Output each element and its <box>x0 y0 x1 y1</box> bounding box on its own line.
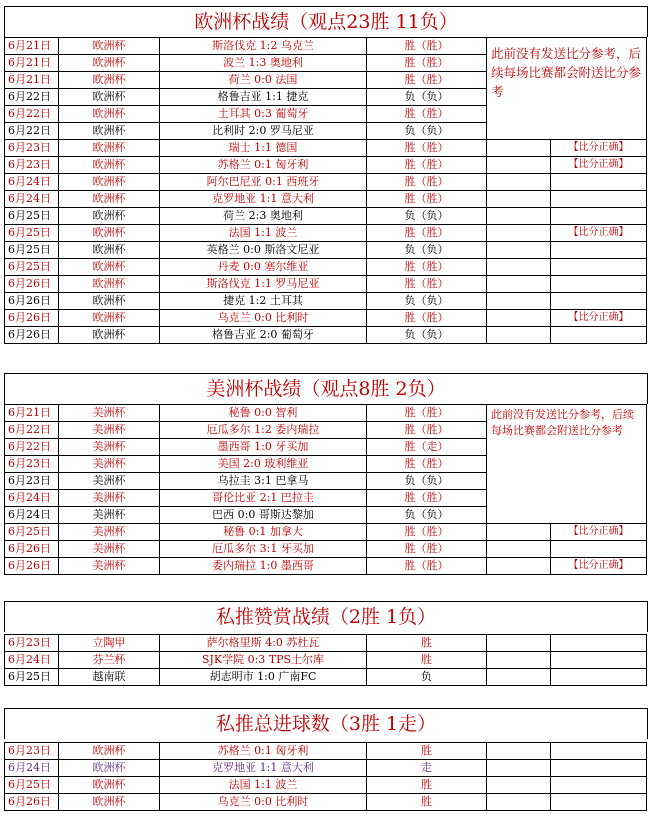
row-match: 格鲁吉亚 2:0 葡萄牙 <box>160 327 367 344</box>
row-tag: 【比分正确】 <box>551 524 647 541</box>
row-league: 欧洲杯 <box>59 191 160 208</box>
row-date: 6月24日 <box>5 507 59 524</box>
row-tag <box>551 174 647 191</box>
row-date: 6月23日 <box>5 157 59 174</box>
row-league: 欧洲杯 <box>59 242 160 259</box>
row-match: 美国 2:0 玻利维亚 <box>160 456 367 473</box>
row-empty <box>487 276 551 293</box>
row-result: 胜（胜） <box>367 541 487 558</box>
row-date: 6月26日 <box>5 558 59 575</box>
row-match: 苏格兰 0:1 匈牙利 <box>160 157 367 174</box>
row-date: 6月26日 <box>5 276 59 293</box>
row-date: 6月22日 <box>5 123 59 140</box>
row-result: 胜（胜） <box>367 55 487 72</box>
row-result: 胜（胜） <box>367 456 487 473</box>
row-date: 6月26日 <box>5 794 59 811</box>
row-date: 6月25日 <box>5 225 59 242</box>
table-row <box>5 743 647 760</box>
row-league: 欧洲杯 <box>59 38 160 55</box>
row-result: 胜（胜） <box>367 490 487 507</box>
private-goals-table <box>4 742 647 811</box>
row-empty <box>487 777 551 794</box>
row-date: 6月24日 <box>5 490 59 507</box>
row-tag: 【比分正确】 <box>551 310 647 327</box>
row-match: 格鲁吉亚 1:1 捷克 <box>160 89 367 106</box>
row-league: 欧洲杯 <box>59 327 160 344</box>
america-table <box>4 404 647 575</box>
row-match: 胡志明市 1:0 广南FC <box>160 669 367 686</box>
row-league: 立陶甲 <box>59 635 160 652</box>
table-row <box>5 191 647 208</box>
row-league: 美洲杯 <box>59 422 160 439</box>
row-match: 萨尔格里斯 4:0 苏杜瓦 <box>160 635 367 652</box>
row-date: 6月21日 <box>5 405 59 422</box>
row-result: 负（负） <box>367 208 487 225</box>
row-tag <box>551 327 647 344</box>
row-date: 6月21日 <box>5 55 59 72</box>
row-league: 欧洲杯 <box>59 310 160 327</box>
table-row <box>5 794 647 811</box>
row-match: 乌拉圭 3:1 巴拿马 <box>160 473 367 490</box>
row-result: 胜 <box>367 635 487 652</box>
row-league: 欧洲杯 <box>59 72 160 89</box>
euro-table <box>4 37 647 344</box>
table-row <box>5 242 647 259</box>
row-result: 胜（胜） <box>367 191 487 208</box>
row-league: 美洲杯 <box>59 405 160 422</box>
row-tag: 【比分正确】 <box>551 558 647 575</box>
row-date: 6月23日 <box>5 743 59 760</box>
row-date: 6月25日 <box>5 242 59 259</box>
row-result: 负（负） <box>367 89 487 106</box>
row-date: 6月26日 <box>5 310 59 327</box>
row-result: 胜 <box>367 777 487 794</box>
row-result: 负（负） <box>367 242 487 259</box>
row-empty <box>487 635 551 652</box>
row-empty <box>487 310 551 327</box>
row-match: 哥伦比亚 2:1 巴拉圭 <box>160 490 367 507</box>
row-date: 6月24日 <box>5 174 59 191</box>
row-league: 欧洲杯 <box>59 276 160 293</box>
row-result: 负（负） <box>367 473 487 490</box>
row-date: 6月26日 <box>5 541 59 558</box>
table-row <box>5 635 647 652</box>
row-league: 美洲杯 <box>59 524 160 541</box>
row-league: 美洲杯 <box>59 490 160 507</box>
table-row <box>5 208 647 225</box>
row-result: 胜（胜） <box>367 225 487 242</box>
row-result: 胜（胜） <box>367 524 487 541</box>
row-match: 巴西 0:0 哥斯达黎加 <box>160 507 367 524</box>
row-match: 斯洛伐克 1:1 罗马尼亚 <box>160 276 367 293</box>
table-row <box>5 225 647 242</box>
america-note: 此前没有发送比分参考，后续每场比赛都会附送比分参考 <box>487 405 647 524</box>
row-result: 胜（胜） <box>367 174 487 191</box>
row-match: 波兰 1:3 奥地利 <box>160 55 367 72</box>
row-empty <box>551 669 647 686</box>
row-empty <box>487 743 551 760</box>
row-match: 丹麦 0:0 塞尔维亚 <box>160 259 367 276</box>
row-result: 胜（胜） <box>367 405 487 422</box>
row-tag <box>551 293 647 310</box>
row-empty <box>487 140 551 157</box>
row-date: 6月21日 <box>5 72 59 89</box>
table-row <box>5 669 647 686</box>
table-row <box>5 541 647 558</box>
row-result: 负（负） <box>367 327 487 344</box>
row-match: 克罗地亚 1:1 意大利 <box>160 191 367 208</box>
row-match: 厄瓜多尔 3:1 牙买加 <box>160 541 367 558</box>
row-match: 委内瑞拉 1:0 墨西哥 <box>160 558 367 575</box>
row-empty <box>487 157 551 174</box>
row-result: 负 <box>367 669 487 686</box>
row-result: 胜（胜） <box>367 157 487 174</box>
table-row <box>5 38 647 55</box>
table-row <box>5 524 647 541</box>
row-league: 欧洲杯 <box>59 760 160 777</box>
row-date: 6月25日 <box>5 777 59 794</box>
row-tag <box>551 191 647 208</box>
row-empty <box>487 293 551 310</box>
row-tag <box>551 259 647 276</box>
row-date: 6月25日 <box>5 669 59 686</box>
row-date: 6月25日 <box>5 259 59 276</box>
row-league: 欧洲杯 <box>59 259 160 276</box>
row-match: 厄瓜多尔 1:2 委内瑞拉 <box>160 422 367 439</box>
table-row <box>5 293 647 310</box>
row-match: 土耳其 0:3 葡萄牙 <box>160 106 367 123</box>
row-empty <box>487 760 551 777</box>
america-title: 美洲杯战绩（观点8胜 2负） <box>4 373 648 404</box>
euro-title: 欧洲杯战绩（观点23胜 11负） <box>4 6 648 37</box>
table-row <box>5 310 647 327</box>
row-result: 胜（走） <box>367 439 487 456</box>
row-date: 6月22日 <box>5 439 59 456</box>
row-match: 墨西哥 1:0 牙买加 <box>160 439 367 456</box>
row-date: 6月23日 <box>5 140 59 157</box>
row-league: 美洲杯 <box>59 456 160 473</box>
table-row <box>5 259 647 276</box>
row-date: 6月22日 <box>5 89 59 106</box>
row-date: 6月24日 <box>5 652 59 669</box>
row-empty <box>487 242 551 259</box>
row-empty <box>551 652 647 669</box>
row-match: 比利时 2:0 罗马尼亚 <box>160 123 367 140</box>
row-league: 美洲杯 <box>59 541 160 558</box>
row-date: 6月24日 <box>5 191 59 208</box>
table-row <box>5 652 647 669</box>
row-league: 越南联 <box>59 669 160 686</box>
row-empty <box>487 225 551 242</box>
row-match: 乌克兰 0:0 比利时 <box>160 310 367 327</box>
row-empty <box>487 541 551 558</box>
euro-note: 此前没有发送比分参考，后续每场比赛都会附送比分参考 <box>487 38 647 140</box>
row-match: 阿尔巴尼亚 0:1 西班牙 <box>160 174 367 191</box>
row-result: 胜（胜） <box>367 259 487 276</box>
row-match: SJK学院 0:3 TPS土尔库 <box>160 652 367 669</box>
row-match: 荷兰 0:0 法国 <box>160 72 367 89</box>
row-date: 6月23日 <box>5 473 59 490</box>
row-empty <box>487 191 551 208</box>
row-tag <box>551 541 647 558</box>
row-result: 负（负） <box>367 293 487 310</box>
row-match: 荷兰 2:3 奥地利 <box>160 208 367 225</box>
row-empty <box>487 558 551 575</box>
table-row <box>5 140 647 157</box>
table-row <box>5 157 647 174</box>
row-league: 欧洲杯 <box>59 225 160 242</box>
table-row <box>5 405 647 422</box>
table-row <box>5 777 647 794</box>
private-goals-title: 私推总进球数（3胜 1走） <box>4 708 648 739</box>
row-empty <box>487 327 551 344</box>
row-date: 6月25日 <box>5 208 59 225</box>
row-league: 欧洲杯 <box>59 123 160 140</box>
row-league: 欧洲杯 <box>59 106 160 123</box>
table-row <box>5 276 647 293</box>
row-empty <box>551 635 647 652</box>
row-empty <box>487 652 551 669</box>
row-match: 斯洛伐克 1:2 乌克兰 <box>160 38 367 55</box>
row-tag: 【比分正确】 <box>551 157 647 174</box>
row-result: 胜 <box>367 794 487 811</box>
row-match: 法国 1:1 波兰 <box>160 777 367 794</box>
row-league: 美洲杯 <box>59 473 160 490</box>
row-tag: 【比分正确】 <box>551 140 647 157</box>
row-match: 捷克 1:2 土耳其 <box>160 293 367 310</box>
row-empty <box>551 760 647 777</box>
row-league: 欧洲杯 <box>59 208 160 225</box>
row-date: 6月26日 <box>5 327 59 344</box>
row-league: 欧洲杯 <box>59 743 160 760</box>
row-result: 胜（胜） <box>367 106 487 123</box>
row-empty <box>487 794 551 811</box>
private-praise-table <box>4 634 647 686</box>
row-result: 胜（胜） <box>367 140 487 157</box>
row-league: 欧洲杯 <box>59 89 160 106</box>
row-date: 6月23日 <box>5 456 59 473</box>
row-match: 法国 1:1 波兰 <box>160 225 367 242</box>
row-match: 乌克兰 0:0 比利时 <box>160 794 367 811</box>
row-league: 美洲杯 <box>59 558 160 575</box>
row-league: 欧洲杯 <box>59 293 160 310</box>
row-league: 欧洲杯 <box>59 174 160 191</box>
row-result: 胜（胜） <box>367 38 487 55</box>
row-match: 瑞士 1:1 德国 <box>160 140 367 157</box>
row-empty <box>487 669 551 686</box>
row-match: 克罗地亚 1:1 意大利 <box>160 760 367 777</box>
row-date: 6月24日 <box>5 760 59 777</box>
row-league: 芬兰杯 <box>59 652 160 669</box>
row-result: 胜 <box>367 652 487 669</box>
row-match: 秘鲁 0:0 智利 <box>160 405 367 422</box>
table-row <box>5 760 647 777</box>
row-empty <box>487 259 551 276</box>
row-result: 走 <box>367 760 487 777</box>
table-row <box>5 174 647 191</box>
row-result: 胜（胜） <box>367 276 487 293</box>
row-date: 6月23日 <box>5 635 59 652</box>
row-league: 欧洲杯 <box>59 55 160 72</box>
row-date: 6月21日 <box>5 38 59 55</box>
row-result: 胜 <box>367 743 487 760</box>
row-league: 美洲杯 <box>59 507 160 524</box>
row-tag <box>551 242 647 259</box>
row-empty <box>487 174 551 191</box>
row-result: 胜（胜） <box>367 422 487 439</box>
row-league: 欧洲杯 <box>59 157 160 174</box>
row-league: 欧洲杯 <box>59 140 160 157</box>
row-date: 6月26日 <box>5 293 59 310</box>
row-match: 秘鲁 0:1 加拿大 <box>160 524 367 541</box>
row-result: 胜（胜） <box>367 72 487 89</box>
row-league: 欧洲杯 <box>59 777 160 794</box>
private-praise-title: 私推赞赏战绩（2胜 1负） <box>4 601 648 632</box>
row-league: 欧洲杯 <box>59 794 160 811</box>
row-result: 胜（胜） <box>367 558 487 575</box>
row-empty <box>487 208 551 225</box>
table-row <box>5 558 647 575</box>
row-result: 胜（胜） <box>367 310 487 327</box>
row-result: 负（负） <box>367 123 487 140</box>
row-empty <box>551 794 647 811</box>
row-empty <box>551 777 647 794</box>
row-tag: 【比分正确】 <box>551 225 647 242</box>
row-date: 6月22日 <box>5 106 59 123</box>
row-match: 英格兰 0:0 斯洛文尼亚 <box>160 242 367 259</box>
row-match: 苏格兰 0:1 匈牙利 <box>160 743 367 760</box>
row-league: 美洲杯 <box>59 439 160 456</box>
row-date: 6月25日 <box>5 524 59 541</box>
row-empty <box>551 743 647 760</box>
row-date: 6月22日 <box>5 422 59 439</box>
table-row <box>5 327 647 344</box>
row-tag <box>551 276 647 293</box>
row-tag <box>551 208 647 225</box>
row-empty <box>487 524 551 541</box>
row-result: 负（负） <box>367 507 487 524</box>
